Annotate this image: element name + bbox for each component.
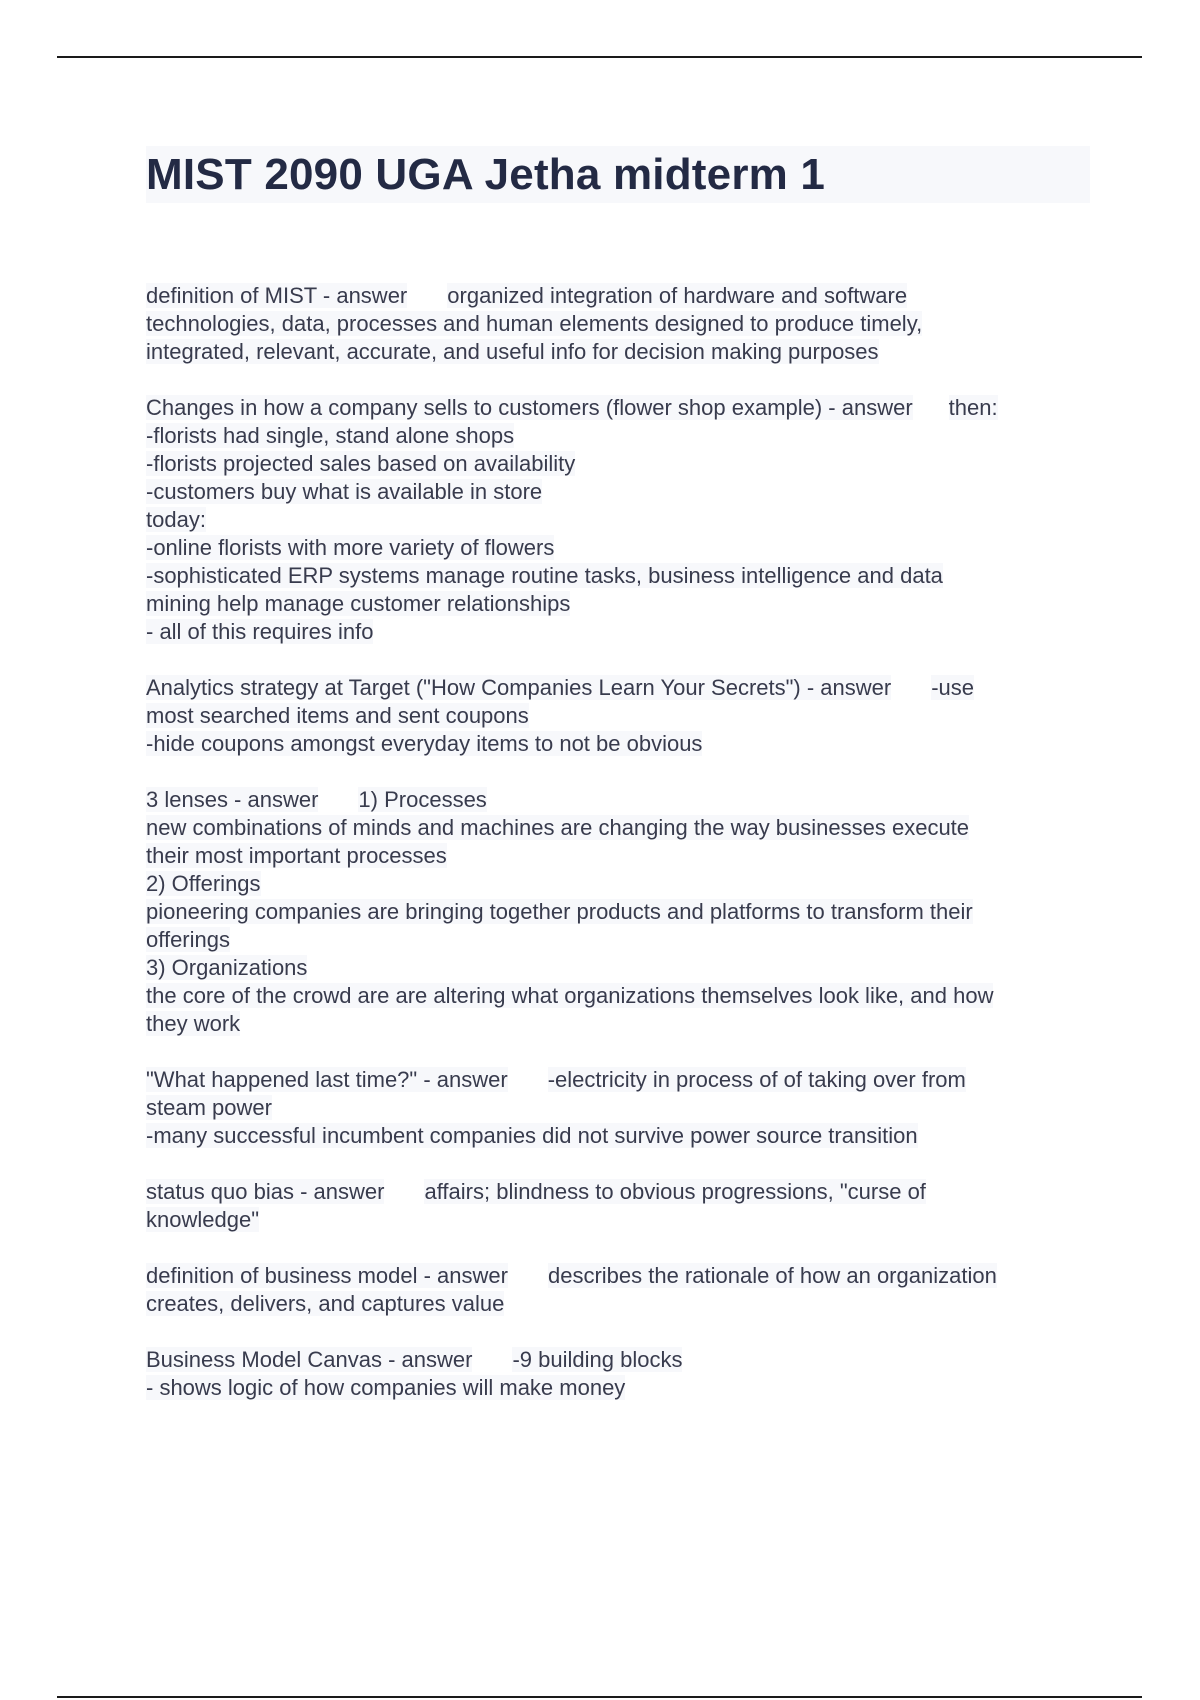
- flashcard-answer-line: describes the rationale of how an organization: [547, 1263, 997, 1288]
- flashcard-answer-line: offerings: [146, 927, 230, 952]
- flashcard-term: Analytics strategy at Target ("How Companies Learn Your Secrets") - answer: [146, 675, 892, 700]
- flashcard-answer-line: knowledge": [146, 1207, 259, 1232]
- flashcard-entry: [146, 394, 1090, 646]
- flashcard-answer-line: 3) Organizations: [146, 955, 308, 980]
- flashcard-list: [146, 282, 1090, 1402]
- flashcard-answer-line: -hide coupons amongst everyday items to not be obvious: [146, 731, 703, 756]
- flashcard-answer-line: mining help manage customer relationships: [146, 591, 571, 616]
- flashcard-term: status quo bias - answer: [146, 1179, 385, 1204]
- flashcard-entry: [146, 1262, 1090, 1318]
- flashcard-answer-line: today:: [146, 507, 206, 532]
- flashcard-answer-line: 2) Offerings: [146, 871, 261, 896]
- flashcard-entry: [146, 282, 1090, 366]
- flashcard-term: Changes in how a company sells to customers (flower shop example) - answer: [146, 395, 913, 420]
- flashcard-answer-line: creates, delivers, and captures value: [146, 1291, 505, 1316]
- flashcard-term: definition of MIST - answer: [146, 283, 408, 308]
- flashcard-answer-line: then:: [948, 395, 998, 420]
- flashcard-answer-line: most searched items and sent coupons: [146, 703, 529, 728]
- flashcard-answer-line: steam power: [146, 1095, 272, 1120]
- document-body: [146, 146, 1090, 1430]
- flashcard-term: Business Model Canvas - answer: [146, 1347, 473, 1372]
- flashcard-answer-line: - shows logic of how companies will make money: [146, 1375, 626, 1400]
- flashcard-answer-line: -many successful incumbent companies did not survive power source transition: [146, 1123, 918, 1148]
- flashcard-answer-line: -online florists with more variety of flowers: [146, 535, 555, 560]
- flashcard-entry: [146, 674, 1090, 758]
- flashcard-answer-line: -florists projected sales based on availability: [146, 451, 576, 476]
- flashcard-answer-line: they work: [146, 1011, 241, 1036]
- flashcard-answer-line: -sophisticated ERP systems manage routine tasks, business intelligence and data: [146, 563, 943, 588]
- flashcard-answer-line: affairs; blindness to obvious progressions, "curse of: [424, 1179, 926, 1204]
- flashcard-answer-line: - all of this requires info: [146, 619, 374, 644]
- flashcard-answer-line: -florists had single, stand alone shops: [146, 423, 515, 448]
- flashcard-answer-line: -customers buy what is available in store: [146, 479, 543, 504]
- flashcard-answer-line: -electricity in process of of taking over from: [547, 1067, 966, 1092]
- page-title: MIST 2090 UGA Jetha midterm 1: [146, 146, 1090, 203]
- flashcard-answer-line: 1) Processes: [358, 787, 487, 812]
- flashcard-answer-line: integrated, relevant, accurate, and useful info for decision making purposes: [146, 339, 879, 364]
- flashcard-entry: [146, 1346, 1090, 1402]
- flashcard-entry: [146, 1178, 1090, 1234]
- flashcard-answer-line: pioneering companies are bringing together products and platforms to transform their: [146, 899, 973, 924]
- flashcard-answer-line: -use: [931, 675, 975, 700]
- flashcard-answer-line: -9 building blocks: [512, 1347, 683, 1372]
- flashcard-term: 3 lenses - answer: [146, 787, 319, 812]
- bottom-rule: [57, 1696, 1142, 1698]
- top-rule: [57, 56, 1142, 58]
- flashcard-answer-line: organized integration of hardware and software: [447, 283, 908, 308]
- flashcard-answer-line: their most important processes: [146, 843, 447, 868]
- flashcard-entry: [146, 1066, 1090, 1150]
- flashcard-answer-line: new combinations of minds and machines are changing the way businesses execute: [146, 815, 970, 840]
- flashcard-answer-line: the core of the crowd are are altering what organizations themselves look like, and how: [146, 983, 994, 1008]
- flashcard-term: "What happened last time?" - answer: [146, 1067, 508, 1092]
- flashcard-term: definition of business model - answer: [146, 1263, 508, 1288]
- flashcard-entry: [146, 786, 1090, 1038]
- flashcard-answer-line: technologies, data, processes and human elements designed to produce timely,: [146, 311, 923, 336]
